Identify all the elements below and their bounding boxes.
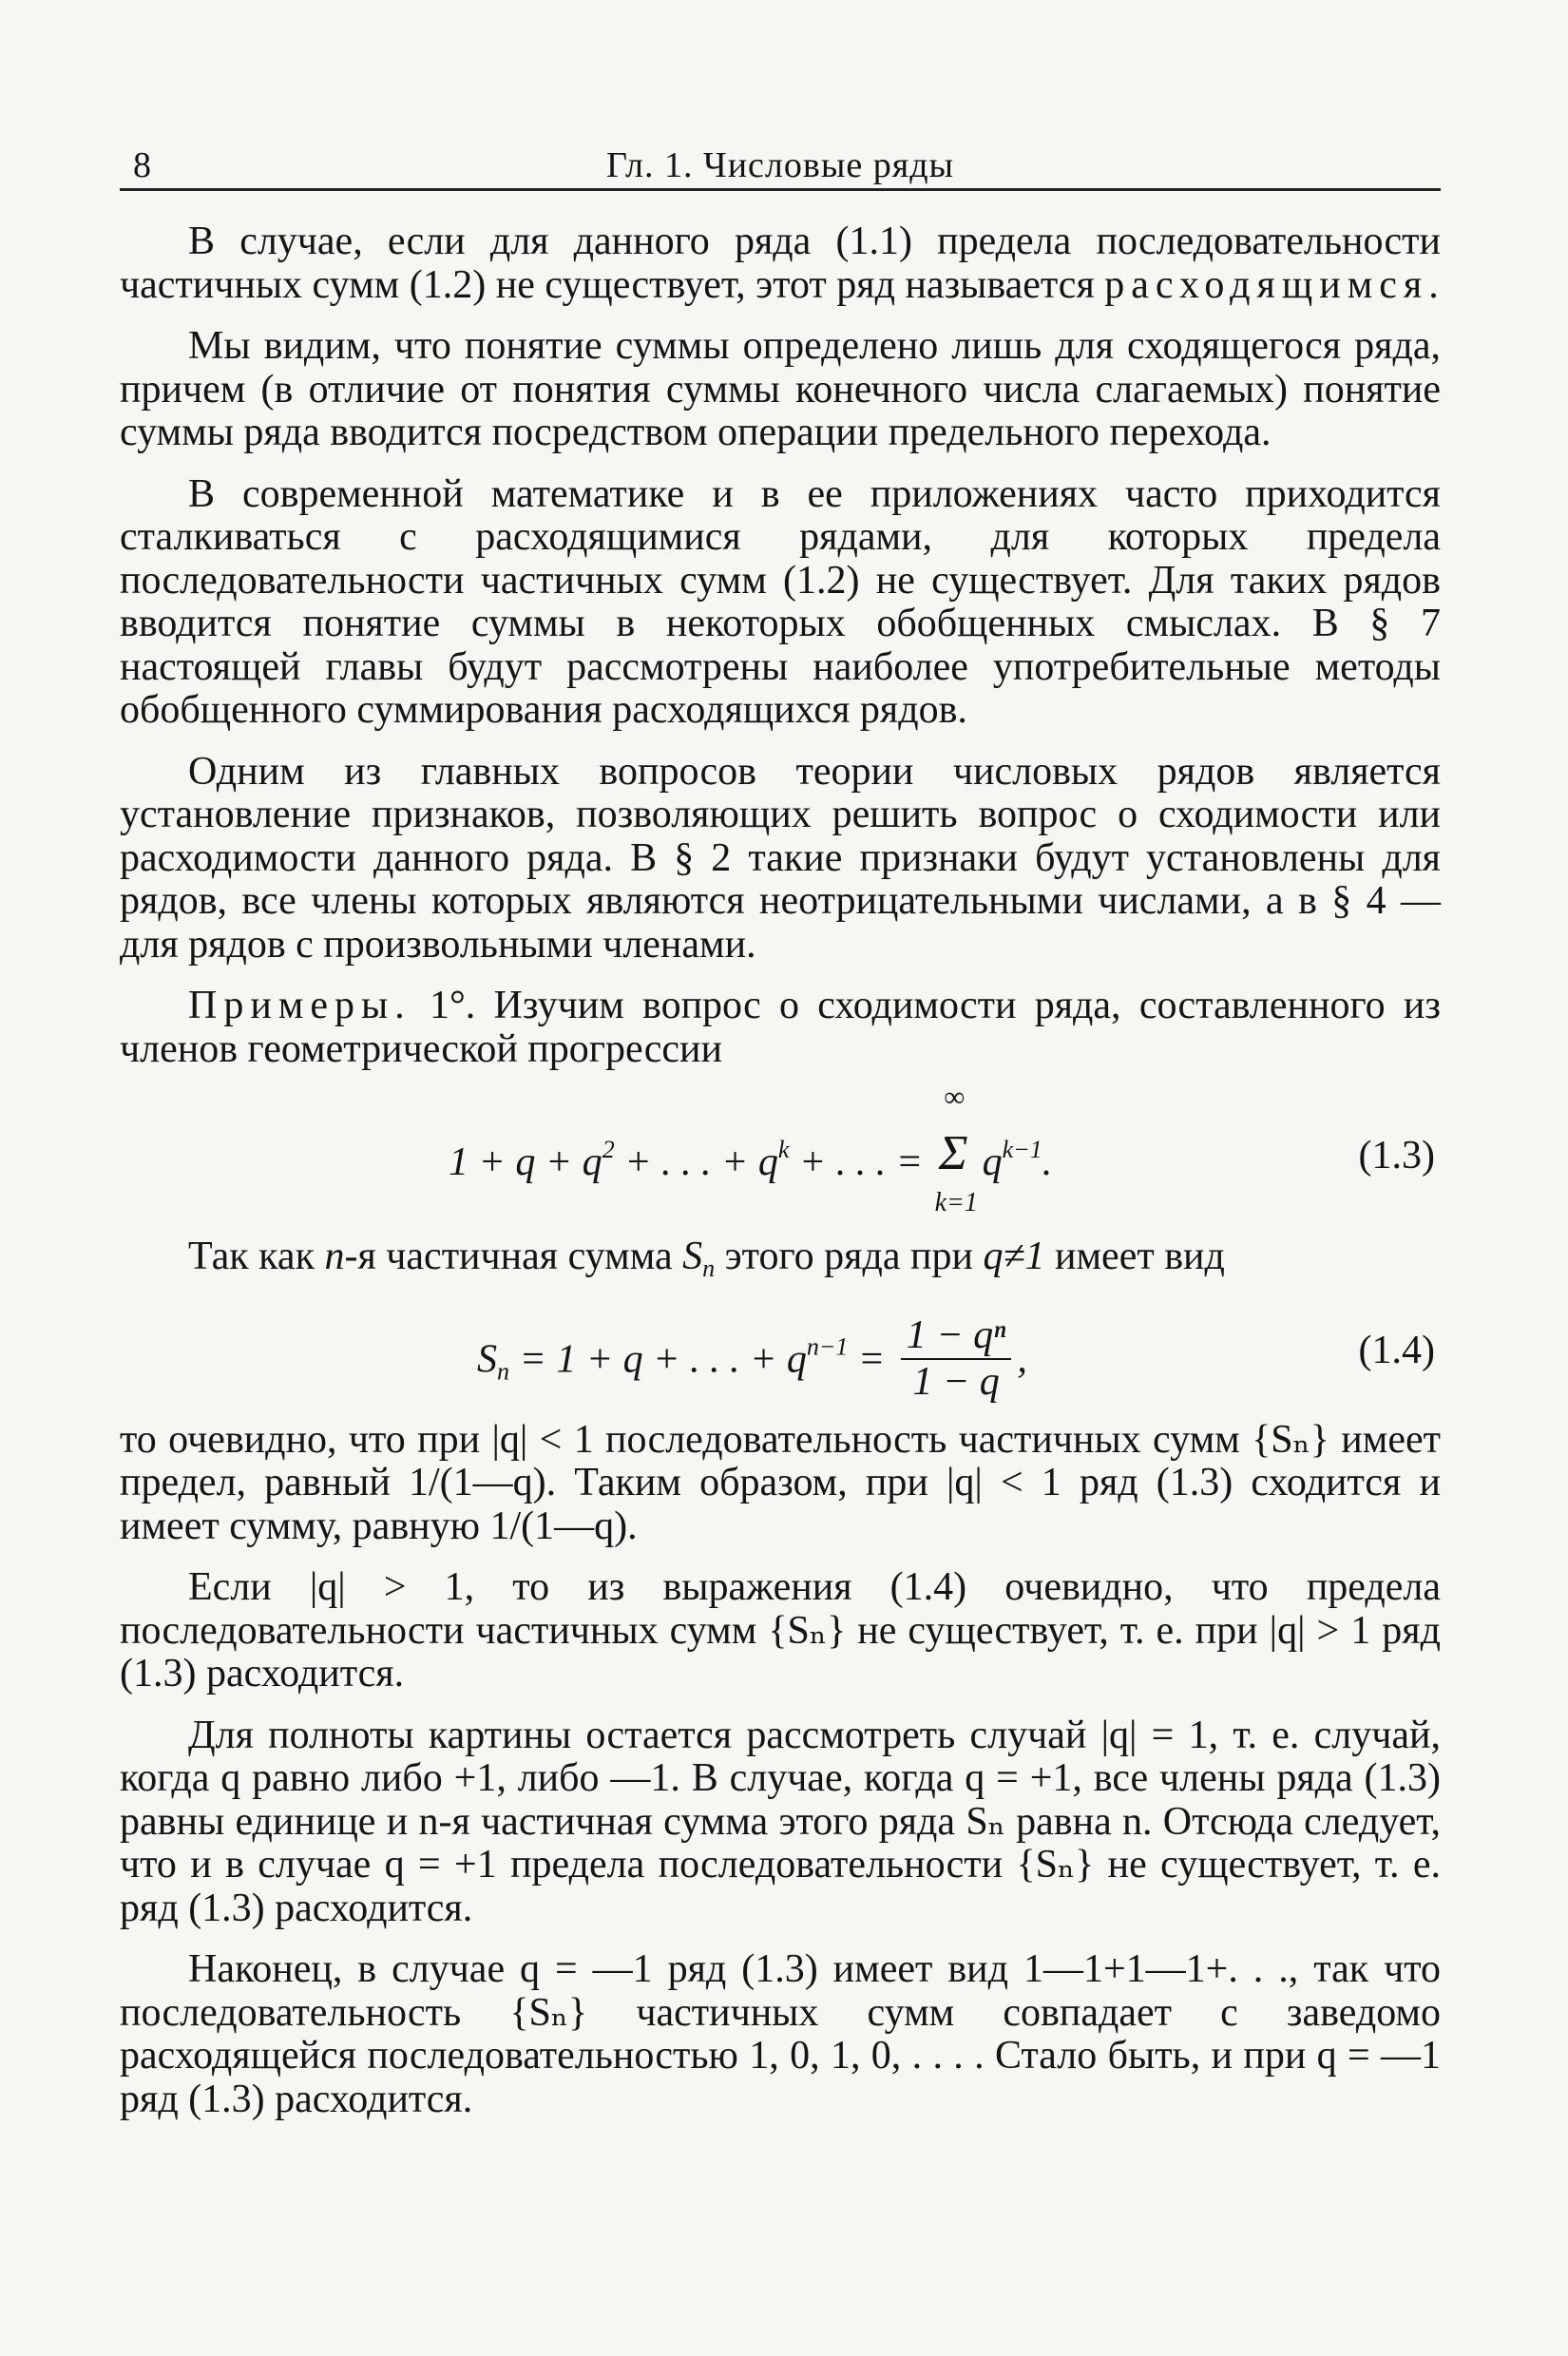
formula-part: 1 + q + q [449,1140,602,1184]
paragraph-text: В случае, если для данного ряда (1.1) предела последовательности частичных сумм (1.2) не существует, этот ряд называется [120,220,1441,307]
fraction-denominator: 1 − q [912,1359,1000,1404]
formula-part: = [848,1337,895,1382]
formula-1-3 [120,1082,1441,1220]
paragraph-divergent-definition [120,220,1441,307]
paragraph-modern-math: В современной математике и в ее приложениях часто приходится сталкиваться с расходящимися рядами, для которых предела последовательности частичных сумм (1.2) не существует. Для таких рядов вводится понятие суммы в некоторых обобщенных смыслах. В § 7 настоящей главы будут рассмотрены наиболее употребительные методы обобщенного суммирования расходящихся рядов. [120,471,1441,732]
formula-1-4 [120,1297,1441,1404]
sigma-glyph: Σ [938,1126,968,1180]
formula-exponent: k−1 [1002,1136,1042,1163]
math-symbol: n [324,1235,345,1278]
paragraph-divergent-case: Если |q| > 1, то из выражения (1.4) очевидно, что предела последовательности частичных сумм {Sₙ} не существует, т. е. при |q| > 1 ряд (1.3) расходится. [120,1565,1441,1695]
formula-exponent: k [777,1136,790,1163]
paragraph-text: 1°. Изучим вопрос о сходимости ряда, составленного из членов геометрической прогрессии [120,984,1441,1071]
formula-part: q [982,1140,1003,1184]
paragraph-sum-definition: Мы видим, что понятие суммы определено лишь для сходящегося ряда, причем (в отличие от понятия суммы конечного числа слагаемых) понятие суммы ряда вводится посредством операции предельного перехода. [120,324,1441,454]
equation-number: (1.3) [1358,1134,1435,1178]
formula-part: + . . . = [789,1140,933,1184]
paragraph-unit-case: Для полноты картины остается рассмотреть случай |q| = 1, т. е. случай, когда q равно либо +1, либо —1. В случае, когда q = +1, все члены ряда (1.3) равны единице и n-я частичная сумма этого ряда Sₙ равна n. Отсюда следует, что и в случае q = +1 предела последовательности {Sₙ} не существует, т. е. ряд (1.3) расходится. [120,1713,1441,1930]
paragraph-text: имеет вид [1044,1235,1225,1278]
examples-heading: Примеры. [188,984,411,1027]
page-header [120,131,1441,191]
formula-part: = 1 + q + . . . + q [509,1337,807,1382]
math-subscript: n [497,1357,509,1386]
summation-lower-limit: k=1 [934,1188,978,1217]
fraction [901,1314,1012,1404]
running-title: Гл. 1. Числовые ряды [605,145,955,185]
formula-expression [449,1082,1053,1217]
formula-part: . [1042,1140,1053,1184]
formula-exponent: 2 [602,1136,615,1163]
paragraph-partial-sum [120,1235,1441,1282]
equation-number: (1.4) [1358,1328,1435,1372]
emphasized-term: расходящимся [1104,262,1429,307]
paragraph-negative-unit-case: Наконец, в случае q = —1 ряд (1.3) имеет вид 1—1+1—1+. . ., так что последовательность {Sₙ} частичных сумм совпадает с заведомо расходящейся последовательностью 1, 0, 1, 0, . . . . Стало быть, и при q = —1 ряд (1.3) расходится. [120,1947,1441,2121]
formula-part: , [1017,1337,1027,1382]
formula-exponent: n−1 [806,1332,849,1361]
paragraph-convergence-tests: Одним из главных вопросов теории числовых рядов является установление признаков, позволяющих решить вопрос о сходимости или расходимости данного ряда. В § 2 такие признаки будут установлены для рядов, все члены которых являются неотрицательными числами, а в § 4 — для рядов с произвольными членами. [120,749,1441,967]
paragraph-text: -я частичная сумма [344,1235,683,1278]
paragraph-text: . [1428,262,1439,307]
paragraph-convergent-case: то очевидно, что при |q| < 1 последовательность частичных сумм {Sₙ} имеет предел, равный 1/(1—q). Таким образом, при |q| < 1 ряд (1.3) сходится и имеет сумму, равную 1/(1—q). [120,1417,1441,1548]
formula-expression [477,1312,1027,1408]
summation-symbol [933,1082,983,1217]
math-symbol: S [682,1235,703,1278]
math-condition: q≠1 [983,1235,1045,1278]
page-number: 8 [133,145,151,185]
paragraph-text: этого ряда при [715,1235,984,1278]
paragraph-examples [120,985,1441,1071]
page-body [120,220,1441,2139]
paragraph-text: Так как [188,1235,325,1278]
summation-upper-limit: ∞ [944,1082,965,1113]
math-subscript: n [702,1255,716,1282]
fraction-numerator: 1 − qⁿ [901,1314,1012,1360]
math-symbol: S [477,1337,497,1382]
formula-part: + . . . + q [614,1140,778,1184]
